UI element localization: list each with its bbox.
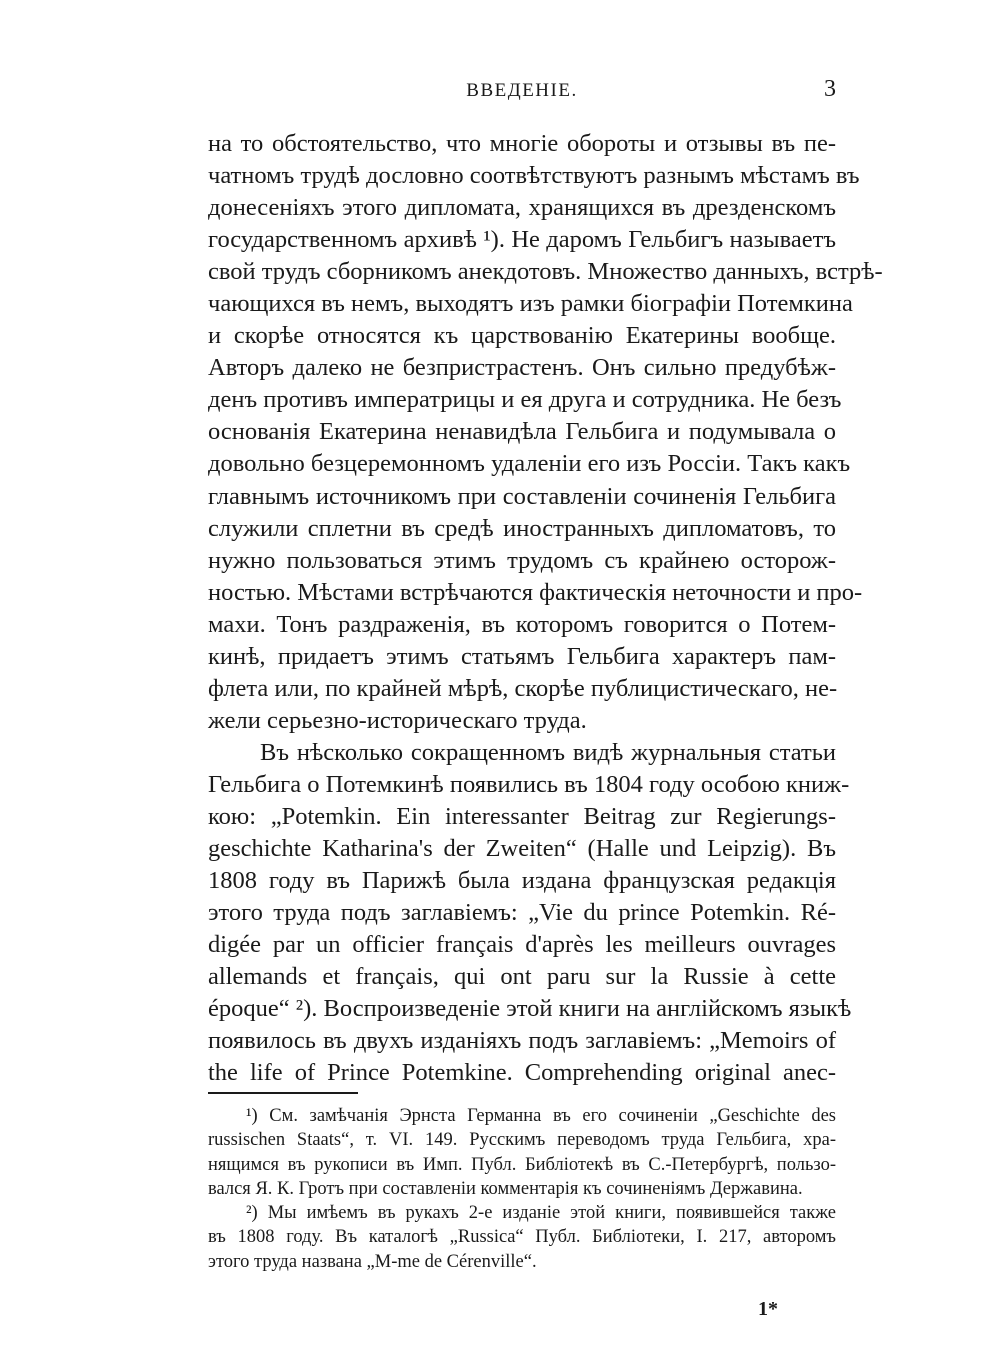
footnote-line: ¹) См. замѣчанія Эрнста Германна въ его сочиненіи „Geschichte des (246, 1106, 836, 1126)
text-line: Авторъ далеко не безпристрастенъ. Онъ сильно предубѣж- (208, 354, 836, 382)
text-line: кою: „Potemkin. Ein interessanter Beitrag zur Regierungs- (208, 802, 836, 830)
text-line: digée par un officier français d'après les meilleurs ouvrages (208, 931, 836, 959)
text-line: денъ противъ императрицы и ея друга и сотрудника. Не безъ (208, 386, 842, 414)
text-line: довольно безцеремонномъ удаленіи его изъ Россіи. Такъ какъ (208, 450, 851, 478)
text-line: 1808 году въ Парижѣ была издана французская редакція (208, 867, 836, 895)
text-line: государственномъ архивѣ ¹). Не даромъ Гельбигъ называетъ (208, 226, 836, 254)
text-line: Гельбига о Потемкинѣ появились въ 1804 году особою книж- (208, 770, 850, 798)
text-line: allemands et français, qui ont paru sur la Russie à cette (208, 963, 836, 991)
text-line: кинѣ, придаетъ этимъ статьямъ Гельбига характеръ пам- (208, 642, 836, 670)
text-line: служили сплетни въ средѣ иностранныхъ дипломатовъ, то (208, 514, 836, 542)
text-line: свой трудъ сборникомъ анекдотовъ. Множество данныхъ, встрѣ- (208, 258, 883, 286)
text-line: the life of Prince Potemkine. Comprehending original anec- (208, 1059, 836, 1087)
footnote-line: вался Я. К. Гротъ при составленіи комментарія къ сочиненіямъ Державина. (208, 1178, 803, 1199)
text-line: geschichte Katharina's der Zweiten“ (Halle und Leipzig). Въ (208, 835, 836, 863)
text-line: и скорѣе относятся къ царствованію Екатерины вообще. (208, 322, 836, 350)
text-line: основанія Екатерина ненавидѣла Гельбига и подумывала о (208, 418, 836, 446)
text-line: чающихся въ немъ, выходятъ изъ рамки біографіи Потемкина (208, 290, 853, 318)
footnote-line: нящимся въ рукописи въ Имп. Публ. Библіотекѣ въ С.-Петербургѣ, пользо- (208, 1154, 836, 1175)
text-line: жели серьезно-историческаго труда. (208, 706, 587, 734)
running-head (208, 76, 836, 106)
text-line: донесеніяхъ этого дипломата, хранящихся въ дрезденскомъ (208, 194, 836, 222)
text-line: флета или, по крайней мѣрѣ, скорѣе публицистическаго, не- (208, 674, 838, 702)
printer-signature-mark: 1* (758, 1298, 778, 1320)
footnote-line: ²) Мы имѣемъ въ рукахъ 2-е изданіе этой книги, появившейся также (246, 1203, 836, 1224)
text-line: Въ нѣсколько сокращенномъ видѣ журнальныя статьи (260, 738, 836, 766)
text-line: главнымъ источникомъ при составленіи сочиненія Гельбига (208, 482, 836, 510)
footnote-line: russischen Staats“, т. VI. 149. Русскимъ переводомъ труда Гельбига, хра- (208, 1130, 836, 1151)
footnote-line: въ 1808 году. Въ каталогѣ „Russica“ Публ. Библіотеки, I. 217, авторомъ (208, 1227, 836, 1248)
text-line: ностью. Мѣстами встрѣчаются фактическія неточности и про- (208, 578, 863, 606)
text-line: époque“ ²). Воспроизведеніе этой книги на англійскомъ языкѣ (208, 995, 852, 1023)
text-line: появилось въ двухъ изданіяхъ подъ заглавіемъ: „Memoirs of (208, 1027, 836, 1055)
footnotes (208, 1104, 836, 1274)
text-line: чатномъ трудѣ дословно соотвѣтствуютъ разнымъ мѣстамъ въ (208, 162, 860, 190)
footnote-line: этого труда названа „M-me de Cérenville“. (208, 1251, 537, 1272)
text-line: махи. Тонъ раздраженія, въ которомъ говорится о Потем- (208, 610, 836, 638)
page-number: 3 (824, 76, 836, 102)
text-line: нужно пользоваться этимъ трудомъ съ крайнею осторож- (208, 546, 836, 574)
running-title: ВВЕДЕНІЕ. (466, 80, 578, 101)
footnote-divider (208, 1092, 358, 1094)
text-line: этого труда подъ заглавіемъ: „Vie du prince Potemkin. Ré- (208, 899, 836, 927)
text-line: на то обстоятельство, что многіе обороты и отзывы въ пе- (208, 130, 836, 157)
body-text (208, 128, 883, 1089)
